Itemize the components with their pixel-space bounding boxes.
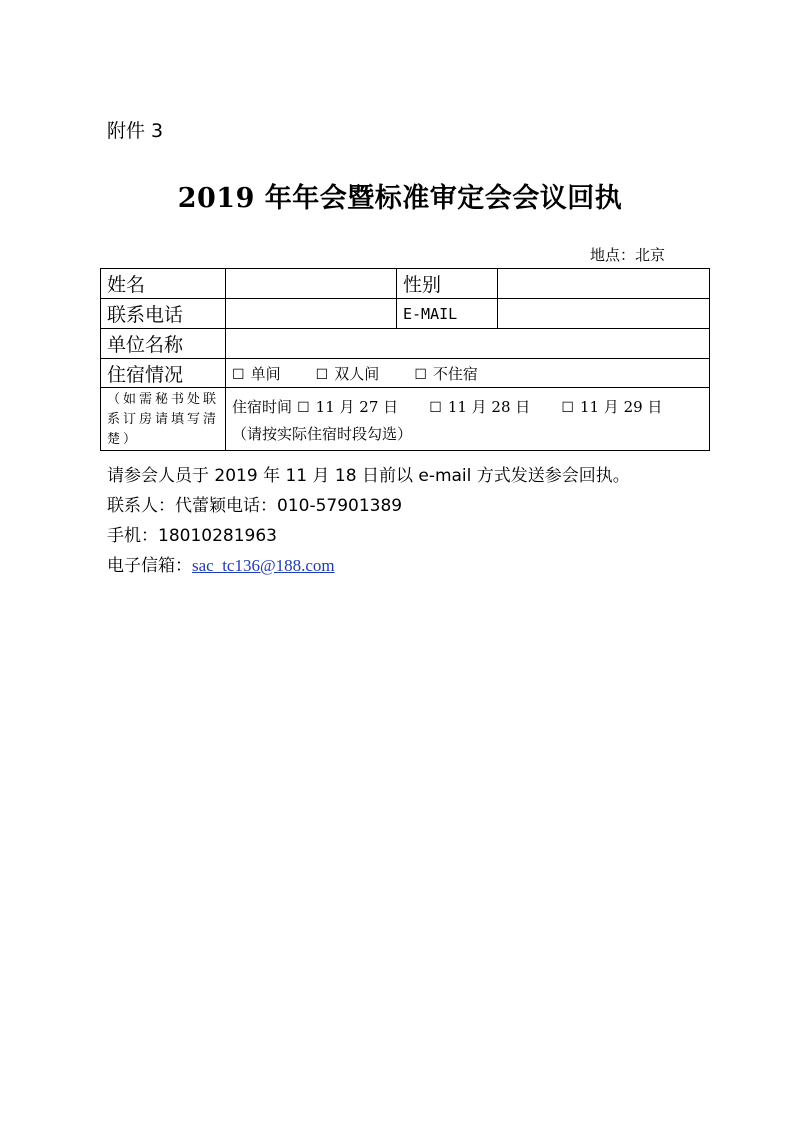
checkbox-icon[interactable]: ☐ — [561, 399, 574, 416]
room-option-single[interactable] — [232, 365, 281, 383]
stay-day-28[interactable] — [429, 398, 530, 416]
email-prefix: 电子信箱： — [107, 556, 192, 576]
email-link[interactable]: sac_tc136@188.com — [192, 556, 335, 575]
name-label: 姓名 — [101, 269, 226, 299]
row-stay-dates — [101, 388, 710, 451]
stay-time-label: 住宿时间 — [232, 397, 293, 416]
stay-dates-cell — [226, 388, 710, 451]
contact-line: 联系人：代蕾颖电话：010-57901389 — [107, 496, 403, 516]
stay-day-29[interactable] — [561, 398, 662, 416]
instruction-line: 请参会人员于 2019 年 11 月 18 日前以 e-mail 方式发送参会回执。 — [107, 466, 630, 486]
phone-label: 联系电话 — [101, 299, 226, 329]
name-field[interactable] — [226, 269, 397, 299]
stay-day-27[interactable] — [297, 398, 398, 416]
room-option-none[interactable] — [414, 365, 478, 383]
stay-day-label: 11 月 29 日 — [579, 397, 663, 416]
location-label: 地点：北京 — [590, 246, 666, 264]
email-label: E-MAIL — [397, 299, 498, 329]
phone-field[interactable] — [226, 299, 397, 329]
stay-day-label: 11 月 28 日 — [447, 397, 531, 416]
stay-hint: （请按实际住宿时段勾选） — [232, 424, 413, 443]
gender-field[interactable] — [498, 269, 710, 299]
instruction-text — [107, 461, 630, 486]
gender-label: 性别 — [397, 269, 498, 299]
mobile-line: 手机：18010281963 — [107, 526, 277, 546]
organization-field[interactable] — [226, 329, 710, 359]
checkbox-icon[interactable]: ☐ — [315, 366, 329, 383]
row-phone-email — [101, 299, 710, 329]
room-option-label: 单间 — [250, 364, 281, 383]
email-text — [107, 551, 335, 576]
row-organization — [101, 329, 710, 359]
mobile-text — [107, 521, 277, 546]
room-option-label: 不住宿 — [432, 364, 478, 383]
room-options — [226, 359, 710, 388]
registration-form-table — [100, 268, 710, 451]
checkbox-icon[interactable]: ☐ — [414, 366, 427, 383]
row-name-gender — [101, 269, 710, 299]
checkbox-icon[interactable]: ☐ — [429, 399, 442, 416]
contact-text — [107, 491, 402, 516]
row-lodging-options — [101, 359, 710, 388]
email-field[interactable] — [498, 299, 710, 329]
lodging-label: 住宿情况 — [101, 359, 226, 388]
checkbox-icon[interactable]: ☐ — [297, 399, 310, 416]
stay-day-label: 11 月 27 日 — [315, 397, 399, 416]
room-option-label: 双人间 — [334, 364, 380, 383]
lodging-note: （如需秘书处联系订房请填写清楚） — [101, 388, 226, 451]
document-title: 2019 年年会暨标准审定会会议回执 — [177, 183, 623, 214]
room-option-double[interactable] — [316, 365, 380, 383]
checkbox-icon[interactable]: ☐ — [232, 366, 245, 383]
organization-label: 单位名称 — [101, 329, 226, 359]
attachment-label: 附件 3 — [107, 120, 164, 142]
